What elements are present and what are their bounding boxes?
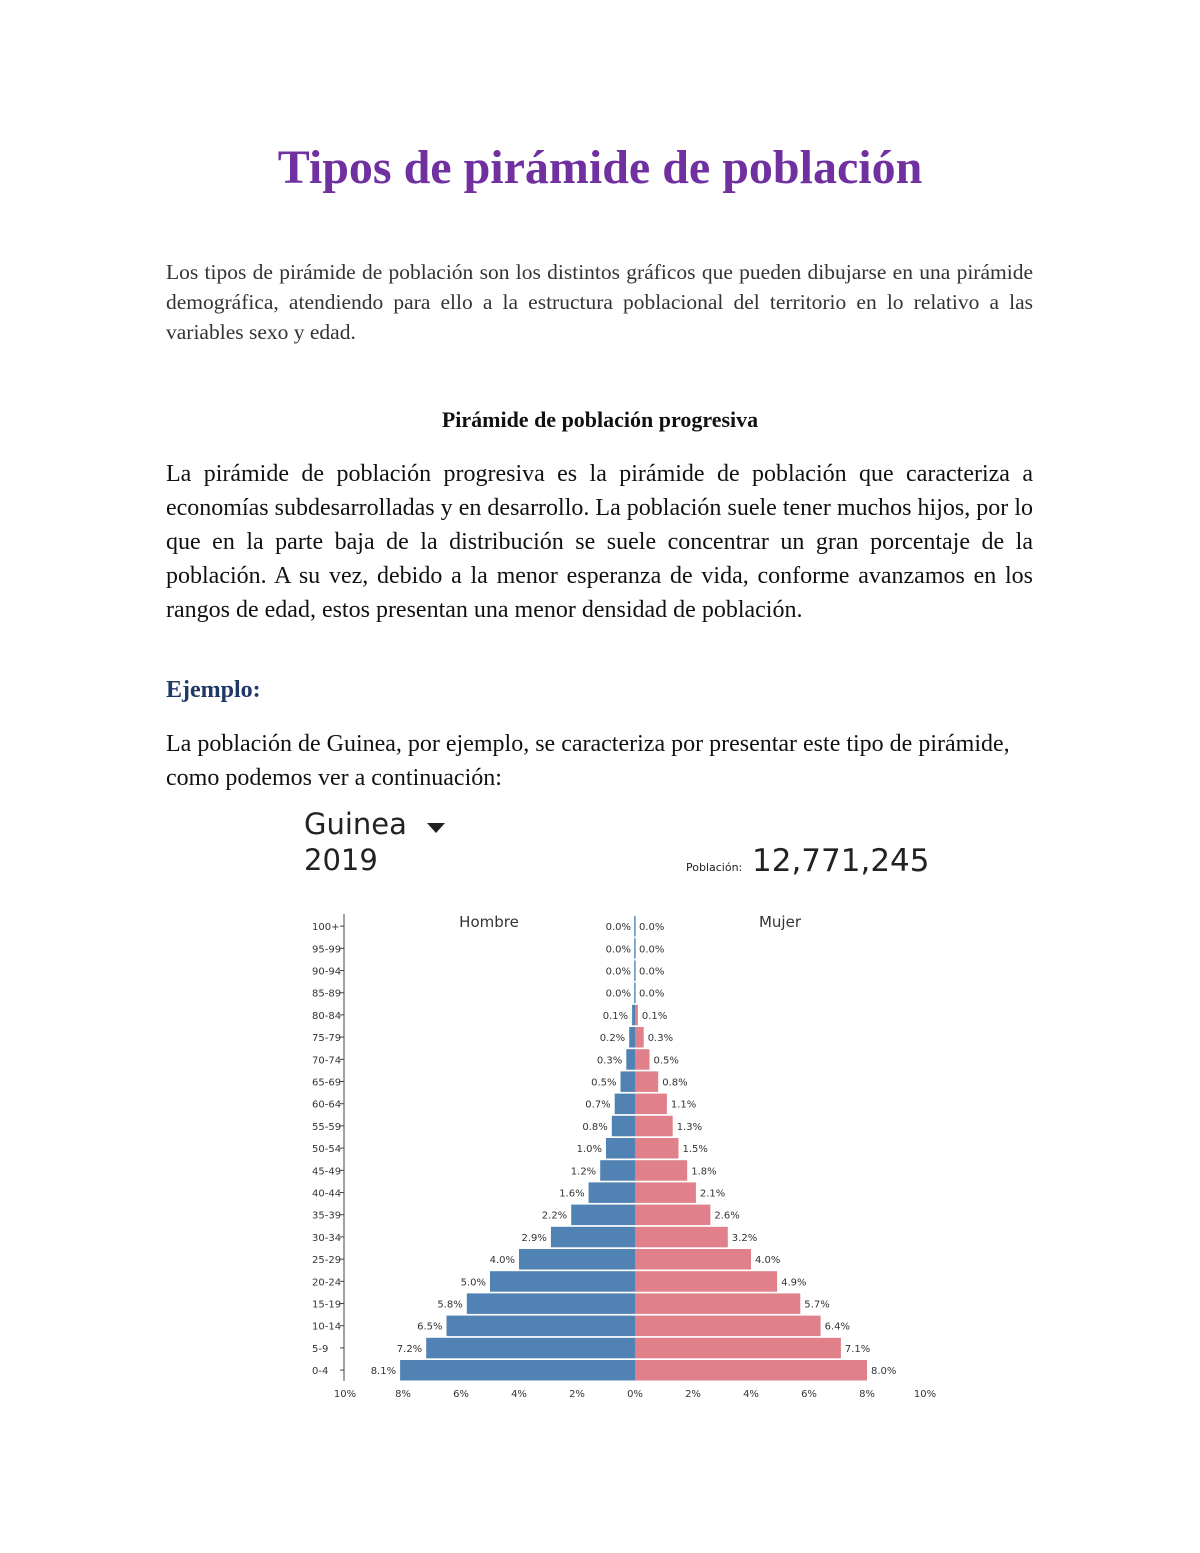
- age-label: 40-44: [312, 1188, 342, 1200]
- bar-mujer: [635, 1182, 696, 1203]
- label-mujer: 0.5%: [653, 1055, 679, 1067]
- x-tick-label: 4%: [743, 1389, 759, 1400]
- x-tick-label: 6%: [801, 1389, 817, 1400]
- body-paragraph: La pirámide de población progresiva es la pirámide de población que caracteriza a economías subdesarrolladas y en desarrollo. La población suele tener muchos hijos, por lo que en la parte baja de la distribución se suele concentrar un gran porcentaje de la población. A su vez, debido a la menor esperanza de vida, conforme avanzamos en los rangos de edad, estos presentan una menor densidad de población.: [166, 461, 1033, 623]
- population-value: 12,771,245: [752, 843, 930, 879]
- age-label: 85-89: [312, 988, 342, 1000]
- label-mujer: 4.0%: [755, 1255, 781, 1267]
- bar-hombre: [600, 1160, 635, 1181]
- bar-mujer: [635, 1316, 821, 1337]
- age-label: 15-19: [312, 1299, 342, 1311]
- bar-hombre: [490, 1271, 635, 1292]
- bar-mujer: [635, 1071, 658, 1092]
- bar-hombre: [467, 1293, 635, 1314]
- label-hombre: 8.1%: [370, 1366, 397, 1378]
- bar-mujer: [635, 1271, 777, 1292]
- label-hombre: 1.2%: [570, 1166, 597, 1178]
- bar-mujer: [635, 1205, 710, 1226]
- bar-mujer: [635, 1049, 650, 1070]
- x-tick-label: 8%: [859, 1389, 875, 1400]
- bar-mujer: [635, 983, 636, 1004]
- bar-mujer: [635, 1227, 728, 1248]
- bar-hombre: [571, 1205, 635, 1226]
- bar-hombre: [612, 1116, 635, 1137]
- label-mujer: 2.1%: [699, 1188, 726, 1200]
- label-mujer: 0.0%: [639, 966, 665, 978]
- label-hombre: 0.0%: [605, 944, 631, 956]
- bar-hombre: [629, 1027, 635, 1048]
- label-hombre: 0.0%: [605, 966, 631, 978]
- bar-mujer: [635, 916, 636, 937]
- label-hombre: 0.0%: [605, 988, 631, 1000]
- label-hombre: 0.5%: [591, 1077, 617, 1089]
- label-mujer: 1.5%: [682, 1144, 708, 1156]
- label-mujer: 2.6%: [714, 1210, 740, 1222]
- bar-hombre: [400, 1360, 635, 1381]
- bar-mujer: [635, 1116, 673, 1137]
- x-tick-label: 8%: [395, 1389, 411, 1400]
- x-tick-label: 10%: [913, 1389, 937, 1400]
- age-label: 100+: [312, 922, 340, 934]
- x-ticks-group: [334, 1389, 936, 1400]
- age-label: 95-99: [312, 944, 342, 956]
- bar-mujer: [635, 1027, 644, 1048]
- label-hombre: 0.3%: [596, 1055, 623, 1067]
- age-label: 25-29: [312, 1255, 342, 1267]
- page-title: Tipos de pirámide de población: [277, 141, 923, 194]
- bar-hombre: [615, 1094, 635, 1115]
- age-labels-group: [312, 922, 344, 1377]
- chart-year: 2019: [304, 843, 378, 877]
- age-label: 70-74: [312, 1055, 342, 1067]
- label-hombre: 0.7%: [585, 1099, 611, 1111]
- bar-mujer: [635, 1094, 667, 1115]
- bar-hombre: [634, 983, 635, 1004]
- bar-hombre: [632, 1005, 635, 1026]
- age-label: 20-24: [312, 1277, 342, 1289]
- label-mujer: 5.7%: [804, 1299, 830, 1311]
- label-hombre: 0.0%: [605, 922, 631, 934]
- age-label: 60-64: [312, 1099, 342, 1111]
- intro-paragraph: Los tipos de pirámide de población son los distintos gráficos que pueden dibujarse en una pirámide demográfica, atendiendo para ello a la estructura poblacional del territorio en lo relativo a las variables sexo y edad.: [166, 260, 1033, 344]
- legend-mujer: Mujer: [758, 913, 802, 931]
- age-label: 55-59: [312, 1121, 342, 1133]
- label-hombre: 2.2%: [541, 1210, 568, 1222]
- bar-hombre: [606, 1138, 635, 1159]
- age-label: 0-4: [312, 1366, 329, 1378]
- age-label: 80-84: [312, 1010, 342, 1022]
- bar-mujer: [635, 1160, 687, 1181]
- age-label: 30-34: [312, 1232, 342, 1244]
- label-hombre: 0.8%: [582, 1121, 608, 1133]
- x-tick-label: 2%: [569, 1389, 585, 1400]
- x-tick-label: 10%: [333, 1389, 357, 1400]
- legend-hombre: Hombre: [459, 913, 519, 931]
- age-label: 75-79: [312, 1033, 342, 1045]
- bar-mujer: [635, 1005, 638, 1026]
- label-mujer: 1.3%: [676, 1121, 703, 1133]
- age-label: 10-14: [312, 1321, 342, 1333]
- label-mujer: 0.1%: [641, 1010, 668, 1022]
- label-mujer: 1.1%: [670, 1099, 697, 1111]
- bar-mujer: [635, 1338, 841, 1359]
- x-tick-label: 6%: [453, 1389, 469, 1400]
- bar-hombre: [519, 1249, 635, 1270]
- label-mujer: 1.8%: [691, 1166, 717, 1178]
- age-label: 90-94: [312, 966, 342, 978]
- bar-mujer: [635, 1138, 679, 1159]
- example-paragraph: La población de Guinea, por ejemplo, se caracteriza por presentar este tipo de pirámide, como podemos ver a continuación:: [166, 731, 1010, 791]
- bar-hombre: [621, 1071, 636, 1092]
- label-hombre: 7.2%: [396, 1343, 423, 1355]
- bar-mujer: [635, 960, 636, 981]
- label-mujer: 0.8%: [662, 1077, 688, 1089]
- label-hombre: 6.5%: [417, 1321, 443, 1333]
- bar-hombre: [447, 1316, 636, 1337]
- x-tick-label: 4%: [511, 1389, 527, 1400]
- section-title: Pirámide de población progresiva: [441, 407, 759, 432]
- label-hombre: 1.0%: [576, 1144, 602, 1156]
- bar-mujer: [635, 1293, 800, 1314]
- age-label: 35-39: [312, 1210, 342, 1222]
- bar-hombre: [634, 960, 635, 981]
- label-mujer: 0.3%: [647, 1033, 674, 1045]
- label-hombre: 1.6%: [559, 1188, 585, 1200]
- bar-hombre: [634, 916, 635, 937]
- bar-mujer: [635, 938, 636, 959]
- caret-down-icon[interactable]: [427, 823, 445, 833]
- country-name[interactable]: Guinea: [304, 807, 407, 841]
- label-hombre: 0.2%: [599, 1033, 626, 1045]
- population-label: Población:: [686, 861, 743, 874]
- label-hombre: 5.8%: [437, 1299, 463, 1311]
- x-tick-label: 2%: [685, 1389, 701, 1400]
- label-hombre: 0.1%: [602, 1010, 629, 1022]
- x-tick-label: 0%: [627, 1389, 643, 1400]
- label-mujer: 7.1%: [844, 1343, 871, 1355]
- bar-hombre: [551, 1227, 635, 1248]
- bar-mujer: [635, 1249, 751, 1270]
- age-label: 5-9: [312, 1343, 329, 1355]
- label-hombre: 2.9%: [521, 1232, 547, 1244]
- label-mujer: 3.2%: [731, 1232, 758, 1244]
- age-label: 45-49: [312, 1166, 342, 1178]
- bar-hombre: [426, 1338, 635, 1359]
- label-mujer: 0.0%: [639, 922, 665, 934]
- bar-mujer: [635, 1360, 867, 1381]
- bar-hombre: [634, 938, 635, 959]
- label-hombre: 5.0%: [460, 1277, 486, 1289]
- label-mujer: 8.0%: [871, 1366, 897, 1378]
- label-hombre: 4.0%: [489, 1255, 515, 1267]
- label-mujer: 6.4%: [824, 1321, 851, 1333]
- example-heading: Ejemplo:: [166, 677, 261, 703]
- age-label: 65-69: [312, 1077, 342, 1089]
- label-mujer: 0.0%: [639, 944, 665, 956]
- bar-hombre: [589, 1182, 635, 1203]
- bar-hombre: [626, 1049, 635, 1070]
- age-label: 50-54: [312, 1144, 342, 1156]
- label-mujer: 4.9%: [781, 1277, 807, 1289]
- label-mujer: 0.0%: [639, 988, 665, 1000]
- bars-group: [371, 916, 897, 1381]
